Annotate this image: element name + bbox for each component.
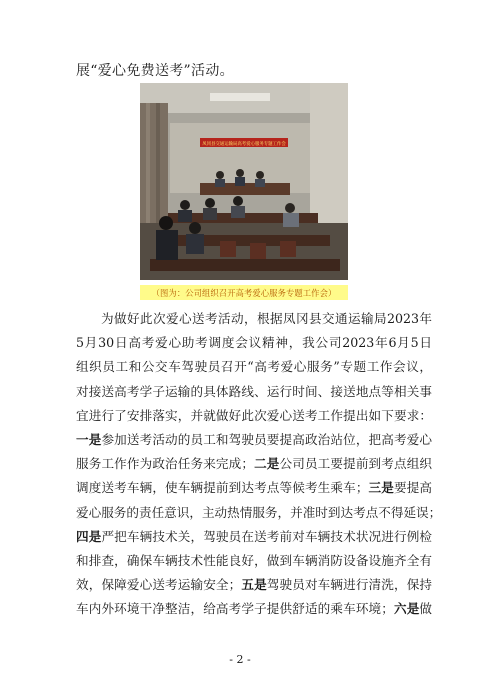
body-line xyxy=(76,476,432,500)
lead-paragraph: 展“爱心免费送考”活动。 xyxy=(76,63,234,79)
requirement-marker: 一是 xyxy=(76,431,102,447)
body-text-segment: 为做好此次爱心送考活动，根据凤冈县交通运输局2023年 xyxy=(101,311,432,326)
body-paragraph xyxy=(76,307,442,621)
body-text-segment: 服务工作作为政治任务来完成； xyxy=(76,456,254,472)
requirement-marker: 二是 xyxy=(253,456,280,472)
meeting-banner: 凤冈县交通运输局高考爱心服务专题工作会 xyxy=(202,142,286,147)
requirement-marker: 六是 xyxy=(393,601,420,617)
photo-caption: （图为：公司组织召开高考爱心服务专题工作会） xyxy=(151,287,337,298)
requirement-marker: 四是 xyxy=(76,528,102,544)
body-text-segment: 严把车辆技术关，驾驶员在送考前对车辆技术状况进行例检 xyxy=(101,528,432,544)
body-text-segment: 参加送考活动的员工和驾驶员要提高政治站位，把高考爱心 xyxy=(101,431,432,447)
body-line xyxy=(76,331,432,355)
body-text-segment: 爱心服务的责任意识，主动热情服务，并准时到达考点不得延误； xyxy=(76,504,442,520)
body-text-segment: 组织员工和公交车驾驶员召开“高考爱心服务”专题工作会议， xyxy=(76,359,432,375)
body-text-segment: 做 xyxy=(419,601,432,617)
body-text-segment: 要提高 xyxy=(393,480,432,496)
body-text-segment: 对接送高考学子运输的具体路线、运行时间、接送地点等相关事 xyxy=(76,383,432,399)
body-text-segment: 5月30日高考爱心助考调度会议精神，我公司2023年6月5日 xyxy=(76,335,432,351)
meeting-photo xyxy=(140,83,348,280)
body-line xyxy=(76,428,432,452)
body-text-segment: 宜进行了安排落实，并就做好此次爱心送考工作提出如下要求： xyxy=(76,407,432,423)
body-line xyxy=(76,501,442,525)
body-line xyxy=(76,549,432,573)
body-text-segment: 驾驶员对车辆进行清洗，保持 xyxy=(266,577,432,593)
body-line xyxy=(76,307,432,331)
body-text-segment: 效，保障爱心送考运输安全； xyxy=(76,577,242,593)
page-number: - 2 - xyxy=(229,653,251,666)
body-text-segment: 车内外环境干净整洁，给高考学子提供舒适的乘车环境； xyxy=(76,601,394,617)
body-text-segment: 调度送考车辆，使车辆提前到达考点等候考生乘车； xyxy=(76,480,369,496)
body-line xyxy=(76,355,432,379)
body-text-segment: 公司员工要提前到考点组织 xyxy=(279,456,432,472)
photo-caption-bar xyxy=(140,285,348,300)
body-line xyxy=(76,573,432,597)
body-line xyxy=(76,597,432,621)
body-text-segment: 和排查，确保车辆技术性能良好，做到车辆消防设备设施齐全有 xyxy=(76,552,432,568)
body-line xyxy=(76,380,432,404)
body-line xyxy=(76,525,432,549)
body-line xyxy=(76,452,432,476)
requirement-marker: 三是 xyxy=(368,480,394,496)
body-line xyxy=(76,404,432,428)
requirement-marker: 五是 xyxy=(241,577,267,593)
